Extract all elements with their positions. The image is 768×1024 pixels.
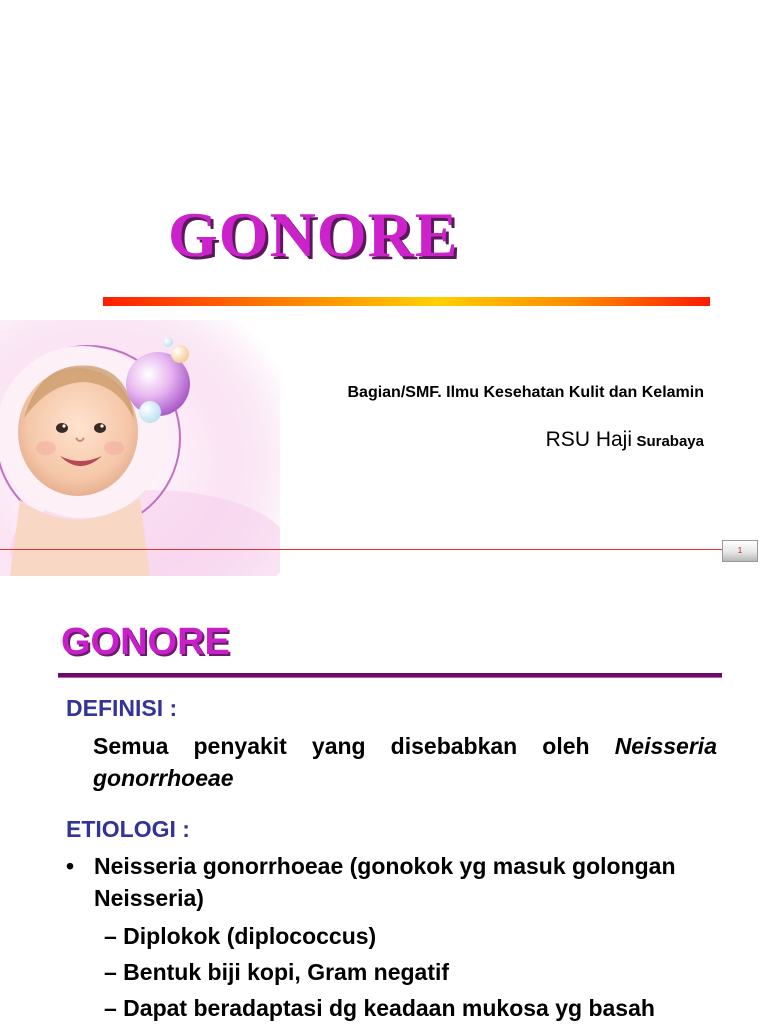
institution-line bbox=[546, 428, 704, 452]
etiologi-point: Neisseria gonorrhoeae (gonokok yg masuk golongan Neisseria) bbox=[94, 853, 676, 911]
sub-list-item: – Diplokok (diplococcus) bbox=[104, 923, 377, 949]
bullet-marker: • bbox=[66, 853, 75, 879]
sub-list-item: – Dapat beradaptasi dg keadaan mukosa yg basah bbox=[104, 995, 655, 1021]
sub-list-item: – Bentuk biji kopi, Gram negatif bbox=[104, 959, 450, 985]
etiologi-heading: ETIOLOGI : bbox=[66, 816, 190, 842]
slide-title: GONORE bbox=[61, 621, 230, 663]
institution-name: RSU Haji bbox=[545, 428, 632, 451]
page-number: 1 bbox=[722, 540, 758, 562]
definisi-text bbox=[93, 730, 717, 794]
definisi-plain: Semua penyakit yang disebabkan oleh bbox=[93, 733, 590, 759]
baby-photo-illustration bbox=[0, 320, 280, 576]
organism-name: Neisseria gonorrhoeae bbox=[93, 733, 717, 791]
gradient-divider bbox=[103, 297, 710, 306]
definisi-heading: DEFINISI : bbox=[66, 695, 178, 721]
footer-divider bbox=[0, 549, 722, 550]
slide-title: GONORE bbox=[168, 199, 459, 270]
content-slide bbox=[0, 576, 768, 1024]
institution-city: Surabaya bbox=[636, 433, 704, 450]
department-subtitle: Bagian/SMF. Ilmu Kesehatan Kulit dan Kelamin bbox=[347, 384, 704, 401]
title-underline bbox=[58, 673, 722, 677]
